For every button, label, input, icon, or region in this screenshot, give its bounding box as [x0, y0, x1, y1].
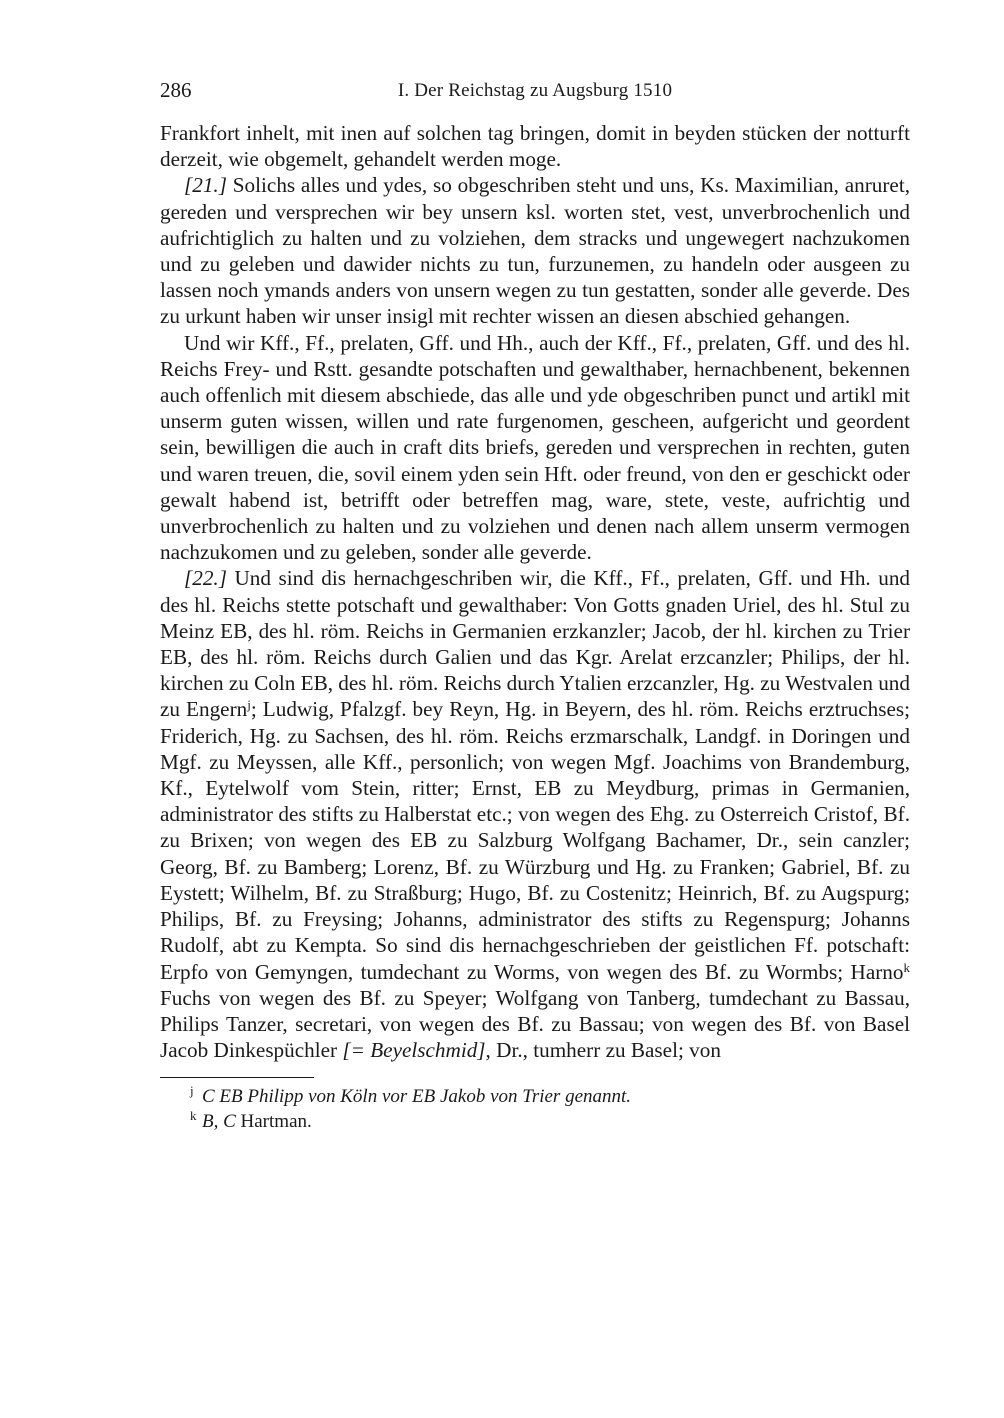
paragraph-22 — [160, 565, 910, 1063]
paragraph-text: Frankfort inhelt, mit inen auf solchen tag bringen, domit in beyden stücken der notturft derzeit, wie obgemelt, gehandelt werden moge. — [160, 121, 910, 172]
footnote-k — [160, 1109, 910, 1134]
footnote-text: B, C — [202, 1111, 236, 1133]
footnote-separator — [160, 1077, 314, 1078]
paragraph-text: Solichs alles und ydes, so obgeschriben steht und uns, Ks. Maximilian, anruret, gereden und versprechen wir bey unsern ksl. worten stet, vest, unverbrochenlich und aufrichtiglich zu halten und zu volziehen, dem stracks und ungewegert nachzukomen und zu geleben und dawider nichts zu tun, furzunemen, zu handeln oder ausgeen zu lassen noch ymands anders von unsern wegen zu tun gestatten, sonder alle geverde. Des zu urkunt haben wir unser insigl mit rechter wissen an diesen abschied gehangen. — [160, 173, 910, 329]
running-head: I. Der Reichstag zu Augsburg 1510 — [397, 80, 673, 101]
paragraph-text: ; Ludwig, Pfalzgf. bey Reyn, Hg. in Beyern, des hl. röm. Reichs erztruchses; Friderich, Hg. zu Sachsen, des hl. röm. Reichs erzmarschalk, Landgf. in Doringen und Mgf. zu Meyssen, alle Kff., personlich; von wegen Mgf. Joachims von Brandemburg, Kf., Eytelwolf vom Stein, ritter; Ernst, EB zu Meydburg, primas in Germanien, administrator des stifts zu Halberstat etc.; von wegen des Ehg. zu Osterreich Cristof, Bf. zu Brixen; von wegen des EB zu Salzburg Wolfgang Bachamer, Dr., sein canzler; Georg, Bf. zu Bamberg; Lorenz, Bf. zu Würzburg und Hg. zu Franken; Gabriel, Bf. zu Eystett; Wilhelm, Bf. zu Straßburg; Hugo, Bf. zu Costenitz; Heinrich, Bf. zu Augspurg; Philips, Bf. zu Freysing; Johanns, administrator des stifts zu Regenspurg; Johanns Rudolf, abt zu Kempta. So sind dis hernachgeschrieben der geistlichen Ff. potschaft: Erpfo von Gemyngen, tumdechant zu Worms, von wegen des Bf. zu Wormbs; Harno — [160, 697, 910, 984]
footnote-text: Hartman. — [235, 1111, 312, 1133]
section-number: [21.] — [184, 173, 227, 198]
paragraph-continuation — [160, 120, 910, 172]
editorial-note: [= Beyelschmid] — [342, 1038, 486, 1063]
paragraph-text: Und wir Kff., Ff., prelaten, Gff. und Hh., auch der Kff., Ff., prelaten, Gff. und des hl. Reichs Frey- und Rstt. gesandte potschaften und gewalthaber, hernachbenent, bekennen auch offenlich mit diesem abschiede, das alle und yde obgeschriben punct und artikl mit unserm guten wissen, willen und rate furgenomen, gescheen, aufgericht und geordent sein, bewilligen die auch in craft dits briefs, gereden und versprechen in rechten, guten und waren treuen, die, sovil einem yden sein Hft. oder freund, von den er geschickt oder gewalt habend ist, betrifft oder betreffen mag, ware, stete, veste, aufrichtig und unverbrochenlich zu halten und zu volziehen und denen nach allem unserm vermogen nachzukomen und zu geleben, sonder alle geverde. — [160, 330, 910, 565]
footnote-mark: k — [190, 1108, 197, 1124]
footnote-mark: j — [190, 1083, 194, 1099]
main-text — [160, 120, 910, 1063]
footnotes — [160, 1084, 910, 1134]
paragraph-text: , Dr., tumherr zu Basel; von — [485, 1038, 721, 1063]
footnote-text: C EB Philipp von Köln vor EB Jakob von Trier genannt. — [202, 1086, 632, 1108]
footnote-j — [160, 1084, 910, 1109]
footnote-ref-j[interactable]: j — [247, 697, 251, 713]
paragraph-text: Fuchs von wegen des Bf. zu Speyer; Wolfgang von Tanberg, tumdechant zu Bassau, Philips Tanzer, secretari, von wegen des Bf. zu Bassau; von wegen des Bf. von Basel Jacob Dinkespüchler — [160, 985, 910, 1063]
page-header — [160, 78, 910, 110]
paragraph-confirmation — [160, 330, 910, 566]
section-number: [22.] — [184, 566, 227, 591]
page-number: 286 — [160, 78, 192, 102]
document-page — [160, 78, 910, 1134]
paragraph-text: Und sind dis hernachgeschriben wir, die Kff., Ff., prelaten, Gff. und Hh. und des hl. Reichs stette potschaft und gewalthaber: Von Gotts gnaden Uriel, des hl. Stul zu Meinz EB, des hl. röm. Reichs in Germanien erzkanzler; Jacob, der hl. kirchen zu Trier EB, des hl. röm. Reichs durch Galien und das Kgr. Arelat erzcanzler; Philips, der hl. kirchen zu Coln EB, des hl. röm. Reichs durch Ytalien erzcanzler, Hg. zu Westvalen und zu Engern — [160, 566, 911, 722]
footnote-ref-k[interactable]: k — [903, 959, 910, 975]
paragraph-21 — [160, 172, 910, 329]
